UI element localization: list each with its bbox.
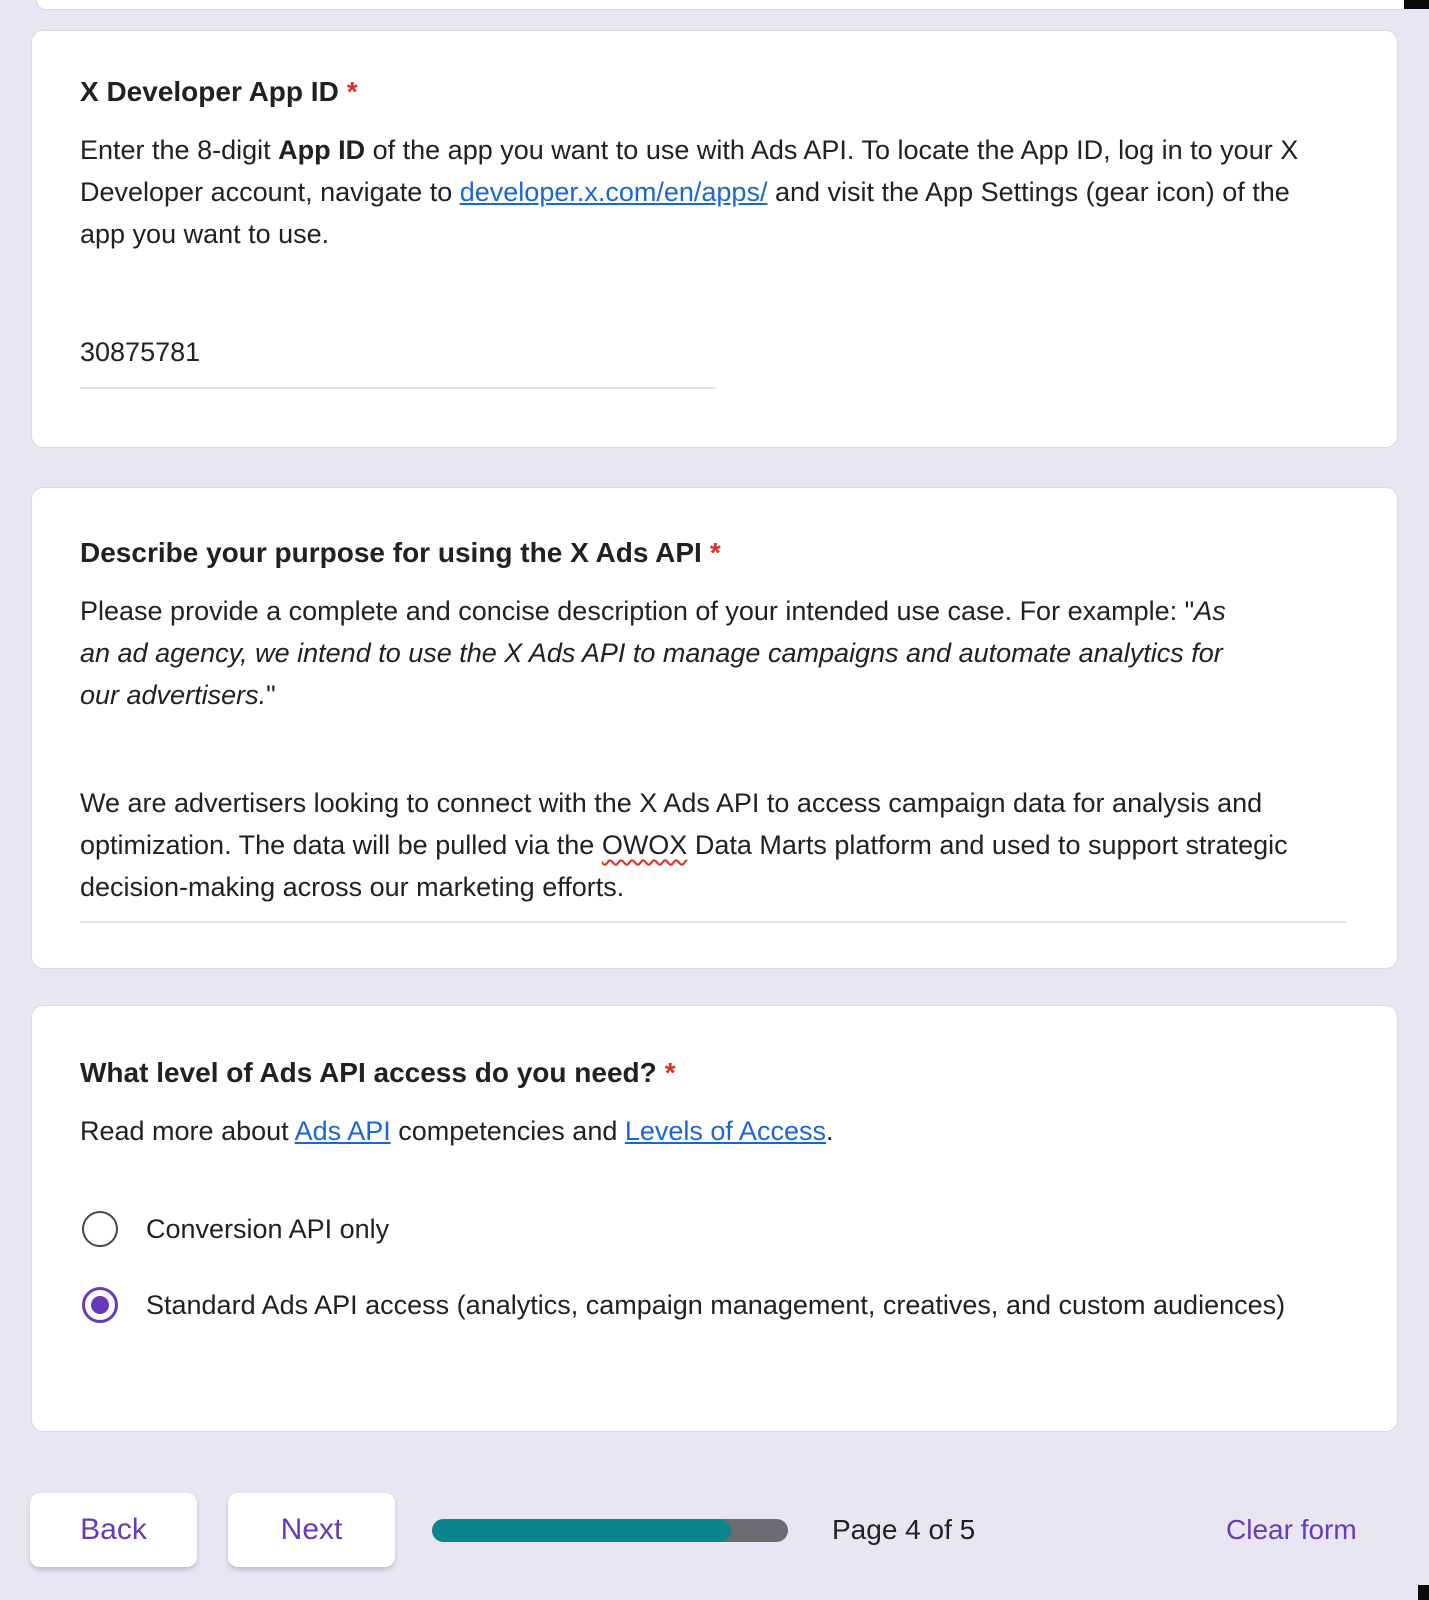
radio-option-label: Standard Ads API access (analytics, campaign management, creatives, and custom audiences)	[146, 1290, 1286, 1320]
question-title-text: Describe your purpose for using the X Ads API	[80, 537, 702, 568]
required-asterisk: *	[709, 537, 721, 568]
question-card-access-level	[31, 1005, 1398, 1432]
page-indicator: Page 4 of 5	[832, 1514, 976, 1545]
developer-apps-link[interactable]: developer.x.com/en/apps/	[459, 177, 768, 207]
app-id-input[interactable]: 30875781	[80, 337, 201, 367]
example-italic-text: As an ad agency, we intend to use the X Ads API to manage campaigns and automate analytics for our advertisers.	[80, 596, 1226, 710]
question-title-access-level	[80, 1006, 1347, 1090]
screenshot-artifact	[1418, 1585, 1429, 1600]
question-title-text: What level of Ads API access do you need?	[80, 1057, 657, 1088]
levels-of-access-link[interactable]: Levels of Access	[624, 1116, 826, 1146]
progress-bar-fill	[432, 1519, 731, 1542]
app-id-input-underline	[80, 387, 716, 389]
next-button[interactable]: Next	[228, 1493, 395, 1567]
question-card-purpose	[31, 487, 1398, 969]
question-title-text: X Developer App ID	[80, 76, 339, 107]
radio-unselected-icon[interactable]	[82, 1211, 118, 1247]
purpose-textarea-underline	[80, 921, 1346, 923]
back-button[interactable]: Back	[30, 1493, 197, 1567]
radio-option-conversion-api[interactable]	[80, 1204, 1347, 1254]
progress-bar	[432, 1519, 788, 1542]
screenshot-artifact	[1404, 0, 1429, 9]
radio-selected-icon[interactable]	[82, 1287, 118, 1323]
radio-option-label: Conversion API only	[146, 1214, 390, 1244]
ads-api-link[interactable]: Ads API	[294, 1116, 391, 1146]
question-description: Read more about Ads API competencies and Levels of Access.	[80, 1116, 834, 1146]
required-asterisk: *	[346, 76, 358, 107]
misspelled-word: OWOX	[601, 830, 688, 860]
question-title-purpose	[80, 488, 1347, 570]
question-card-app-id	[31, 30, 1398, 448]
previous-card-edge	[36, 0, 1412, 10]
question-description: Please provide a complete and concise description of your intended use case. For example: "As an ad agency, we intend to use the X Ads API to manage campaigns and automate analytics for our advertisers."	[80, 596, 1226, 710]
purpose-textarea[interactable]: We are advertisers looking to connect with the X Ads API to access campaign data for analysis and optimization. The data will be pulled via the OWOX Data Marts platform and used to support strategic decision-making across our marketing efforts.	[80, 788, 1288, 902]
required-asterisk: *	[664, 1057, 676, 1088]
question-description: Enter the 8-digit App ID of the app you want to use with Ads API. To locate the App ID, log in to your X Developer account, navigate to developer.x.com/en/apps/ and visit the App Settings (gear icon) of the app you want to use.	[80, 135, 1299, 249]
radio-option-standard-ads-api[interactable]	[80, 1284, 1347, 1326]
clear-form-link[interactable]: Clear form	[1226, 1514, 1357, 1545]
question-title-app-id	[80, 31, 1347, 109]
